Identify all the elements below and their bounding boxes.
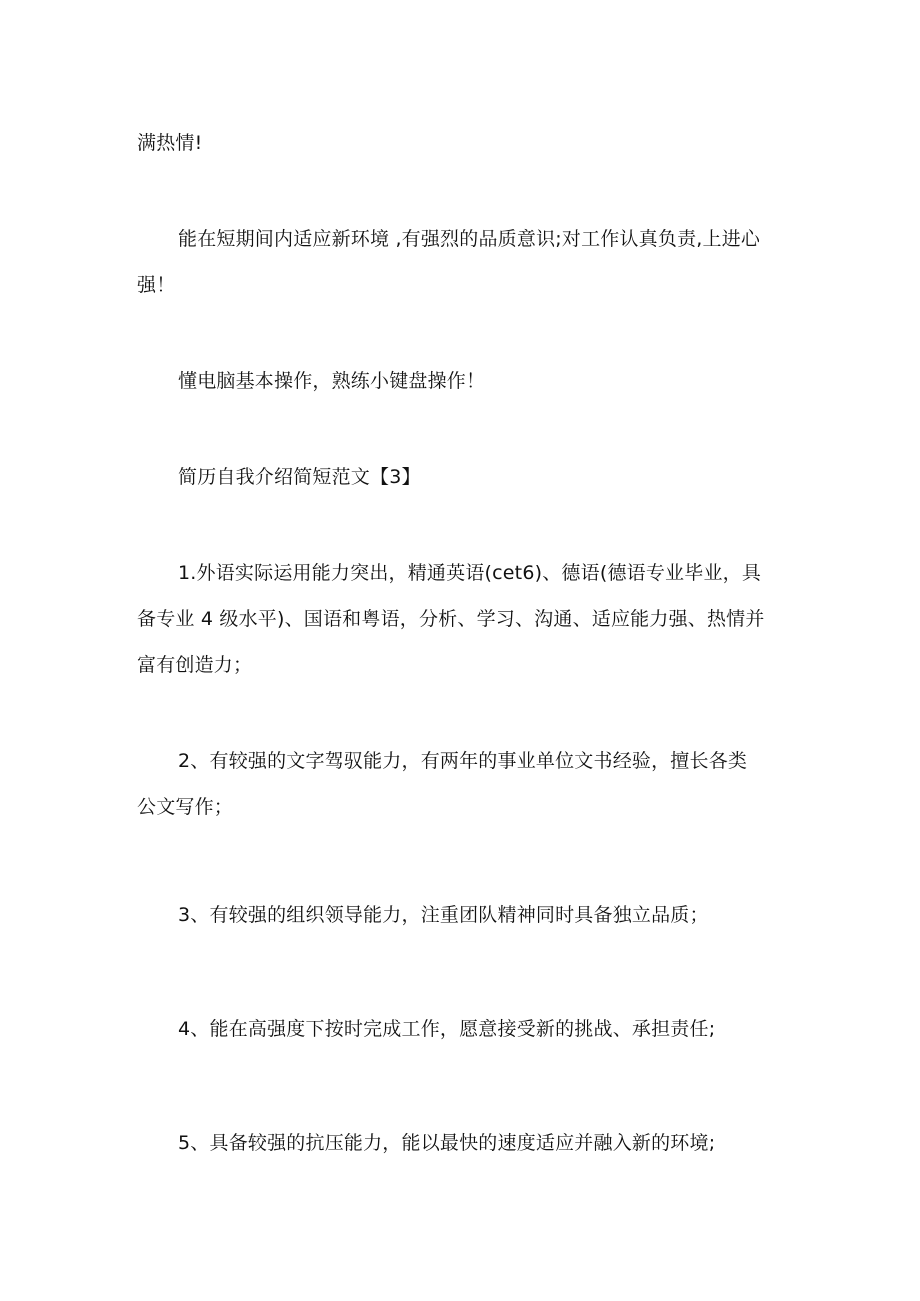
paragraph-enthusiasm-end: 满热情!: [137, 132, 203, 154]
item-2-line-2: 公文写作；: [137, 796, 234, 818]
item-2-line-1: 2、有较强的文字驾驭能力，有两年的事业单位文书经验，擅长各类: [178, 750, 748, 772]
item-1-line-3: 富有创造力；: [137, 654, 253, 676]
item-3: 3、有较强的组织领导能力，注重团队精神同时具备独立品质；: [178, 904, 709, 926]
paragraph-computer-skills: 懂电脑基本操作，熟练小键盘操作！: [178, 370, 486, 392]
item-4: 4、能在高强度下按时完成工作，愿意接受新的挑战、承担责任;: [178, 1018, 716, 1040]
item-1-line-1: 1.外语实际运用能力突出，精通英语(cet6)、德语(德语专业毕业，具: [178, 562, 762, 584]
item-5: 5、具备较强的抗压能力，能以最快的速度适应并融入新的环境;: [178, 1132, 716, 1154]
paragraph-adaptability-line-2: 强！: [137, 274, 176, 296]
paragraph-adaptability-line-1: 能在短期间内适应新环境 ,有强烈的品质意识;对工作认真负责,上进心: [178, 228, 761, 250]
item-1-line-2: 备专业 4 级水平)、国语和粤语，分析、学习、沟通、适应能力强、热情并: [137, 608, 765, 630]
section-heading-sample-3: 简历自我介绍简短范文【3】: [178, 466, 421, 488]
